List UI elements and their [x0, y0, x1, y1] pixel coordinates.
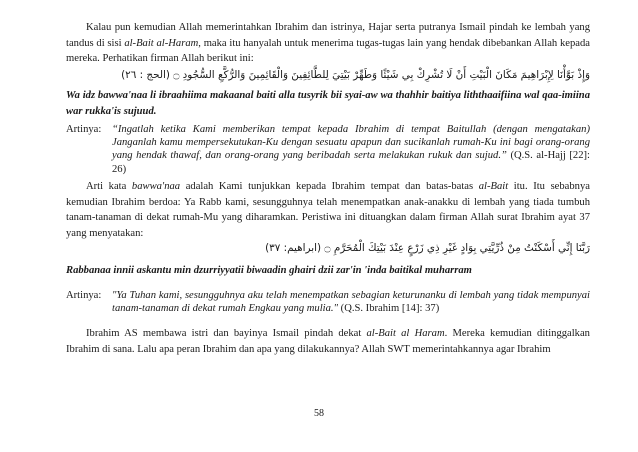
quran-verse-ibrahim-37: رَبَّنَا إِنِّي أَسْكَنْتُ مِنْ ذُرِّيَّتِي بِوَادٍ غَيْرِ ذِي زَرْعٍ عِنْدَ بَيْتِكَ الْمُحَرَّمِ ۝ (ابراهيم: ٣٧): [265, 242, 590, 254]
translation-label: Artinya:: [66, 290, 102, 301]
translation-ibrahim-37: Artinya: "Ya Tuhan kami, sesungguhnya aku telah menempatkan sebagian keturunanku di lembah yang tidak mempunyai tanam-tanaman di dekat rumah Engkau yang mulia." (Q.S. Ibrahim [14]: 37): [66, 290, 590, 315]
quran-verse-hajj-26: وَإِذْ بَوَّأْنَا لِإِبْرَاهِيمَ مَكَانَ الْبَيْتِ أَنْ لَا تُشْرِكْ بِي شَيْئًا وَطَهِّرْ بَيْتِيَ لِلطَّائِفِينَ وَالْقَائِمِينَ وَالرُّكَّعِ السُّجُودِ ۝ (الحج : ٢٦): [121, 69, 590, 81]
transliteration-hajj-26: Wa idz bawwa'naa li ibraahiima makaanal baiti alla tusyrik bii syai-aw wa thahhir baitiya liththaaifiina wal qaa-imiina war rukka'is sujuud.: [66, 90, 590, 117]
transliteration-ibrahim-37: Rabbanaa innii askantu min dzurriyyatii biwaadin ghairi dzii zar'in 'inda baitikal muharram: [66, 265, 472, 276]
paragraph-closing: Ibrahim AS membawa istri dan bayinya Ismail pindah dekat al-Bait al Haram. Mereka kemudian ditinggalkan Ibrahim di sana. Lalu apa peran Ibrahim dan apa yang dilakukannya? Allah SWT memerintahkannya agar Ibrahim: [66, 328, 590, 355]
page-number: 58: [314, 408, 324, 419]
translation-hajj-26: Artinya: “Ingatlah ketika Kami memberikan tempat kepada Ibrahim di tempat Baitullah (dengan mengatakan) Janganlah kamu mempersekutukan-Ku dengan sesuatu apapun dan sucikanlah rumah-Ku ini bagi orang-orang yang hendak thawaf, dan orang-orang yang beribadah serta melakukan rukuk dan sujud.” (Q.S. al-Hajj [22]: 26): [66, 124, 590, 175]
translation-label: Artinya:: [66, 124, 102, 135]
paragraph-intro: Kalau pun kemudian Allah memerintahkan Ibrahim dan istrinya, Hajar serta putranya Ismail pindah ke lembah yang tandus di sisi al-Bait al-Haram, maka itu hanyalah untuk menerima tugas-tugas lain yang hendak dibebankan Allah kepada mereka. Perhatikan firman Allah berikut ini:: [66, 22, 590, 65]
paragraph-explanation: Arti kata bawwa'naa adalah Kami tunjukkan kepada Ibrahim tempat dan batas-batas al-Bait itu. Itu sebabnya kemudian Ibrahim berdoa: Ya Rabb kami, sesungguhnya telah menempatkan anak-anakku di lembah yang tiada tumbuh tanam-tanaman di dekat rumah-Mu yang diharamkan. Peristiwa ini dituangkan dalam firman Allah surat Ibrahim ayat 37 yang menyatakan:: [66, 181, 590, 239]
